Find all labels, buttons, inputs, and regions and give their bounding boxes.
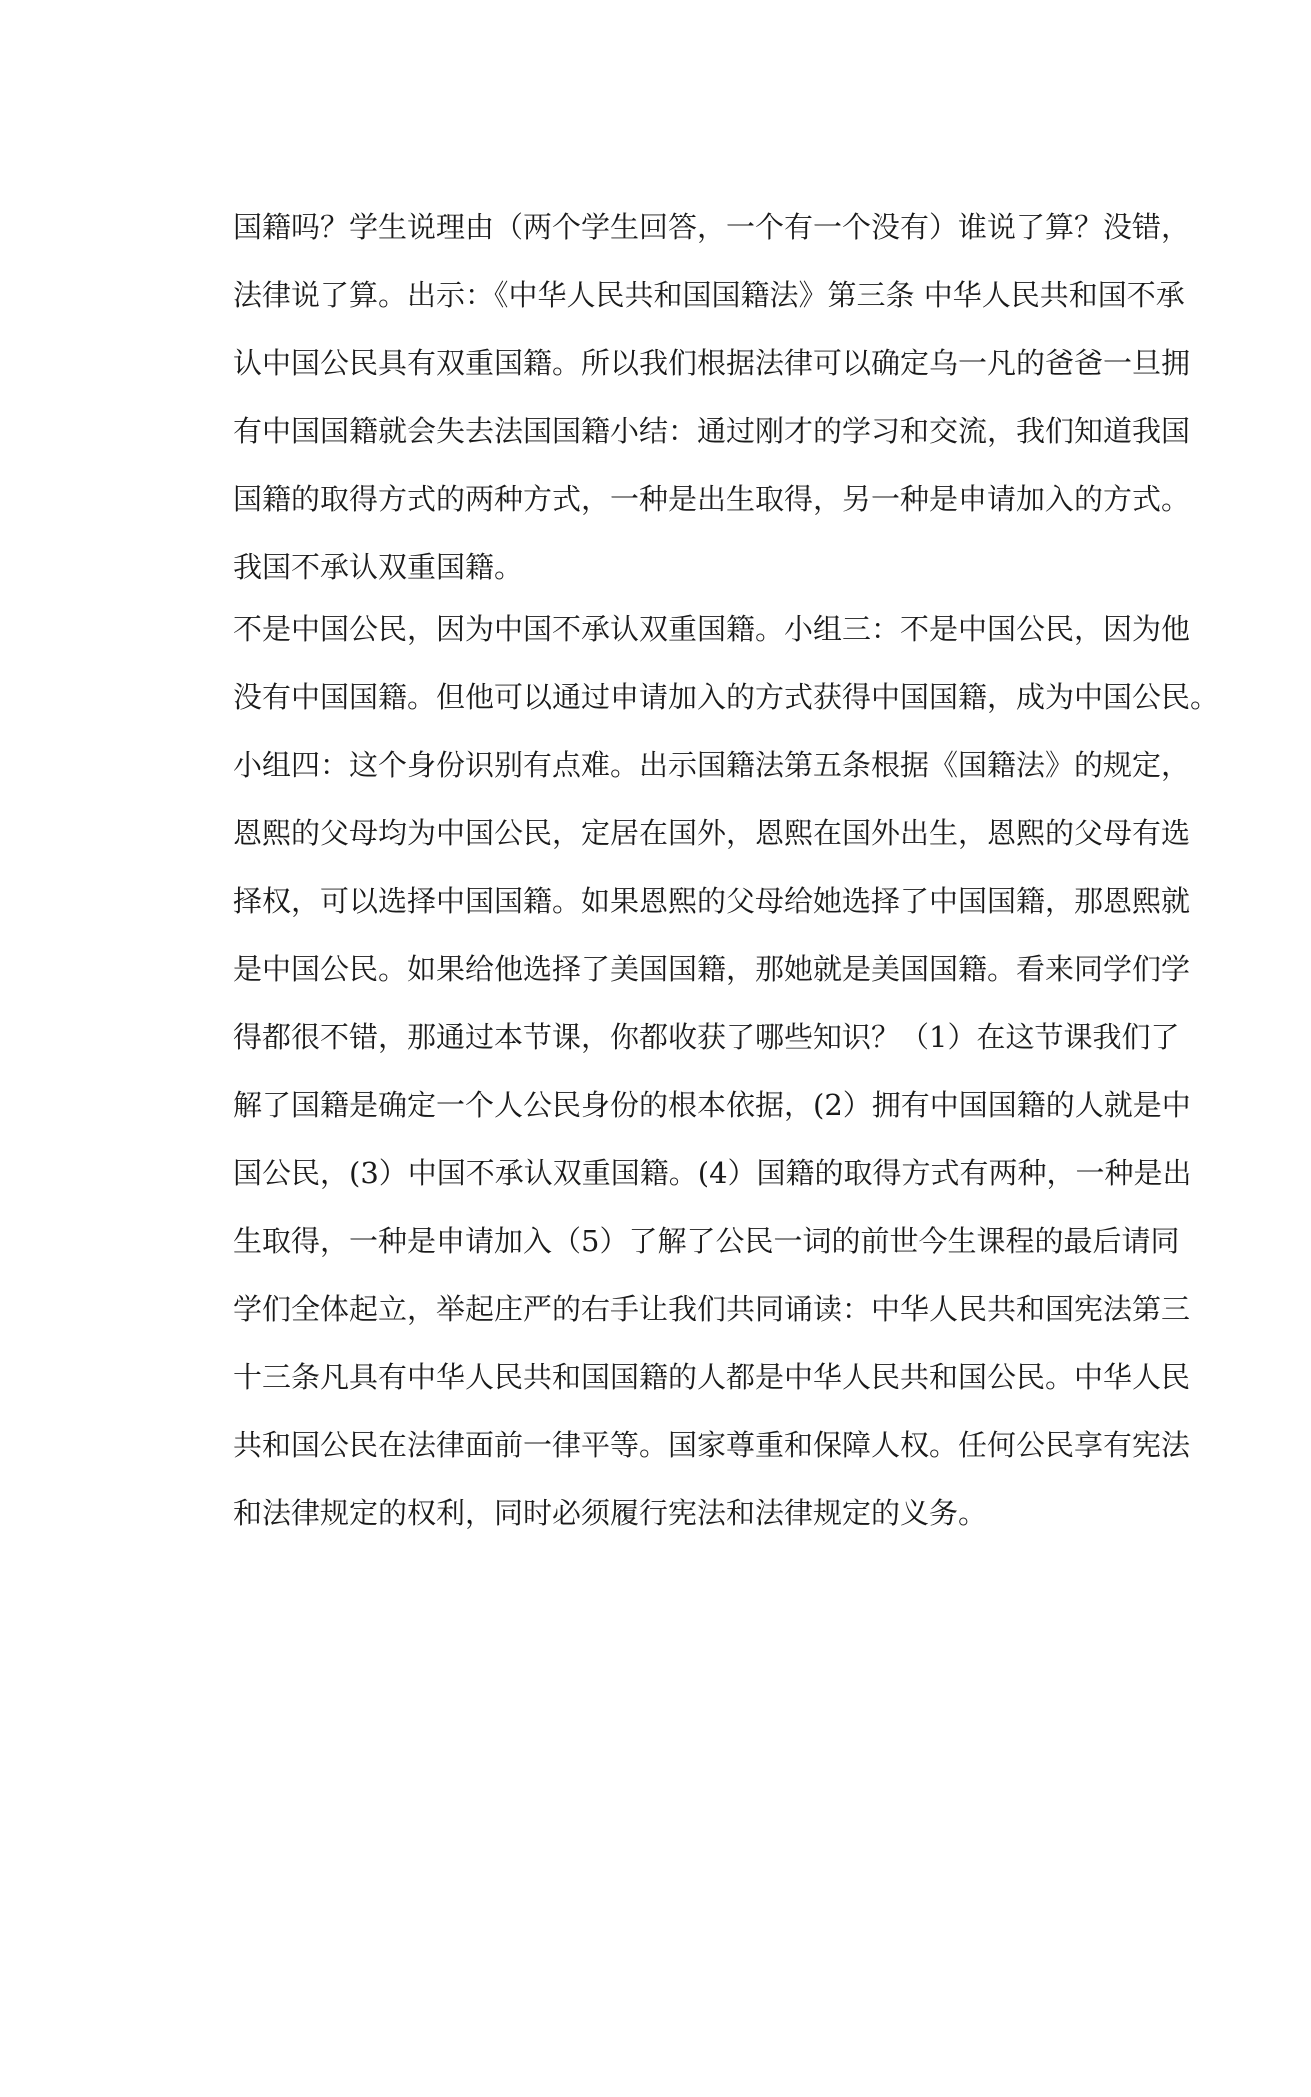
text-line: 和法律规定的权利，同时必须履行宪法和法律规定的义务。 xyxy=(233,1496,988,1530)
text-line: 我国不承认双重国籍。 xyxy=(233,550,524,584)
text-line: 解了国籍是确定一个人公民身份的根本依据，(2）拥有中国国籍的人就是中 xyxy=(233,1088,1191,1122)
text-line: 学们全体起立，举起庄严的右手让我们共同诵读：中华人民共和国宪法第三 xyxy=(233,1292,1191,1326)
text-line: 国公民，(3）中国不承认双重国籍。(4）国籍的取得方式有两种，一种是出 xyxy=(233,1156,1192,1190)
text-line: 得都很不错，那通过本节课，你都收获了哪些知识？（1）在这节课我们了 xyxy=(233,1020,1180,1054)
text-line: 小组四：这个身份识别有点难。出示国籍法第五条根据《国籍法》的规定， xyxy=(233,748,1191,782)
text-line: 国籍吗？学生说理由（两个学生回答，一个有一个没有）谁说了算？没错， xyxy=(233,210,1191,244)
text-line: 法律说了算。出示：《中华人民共和国国籍法》第三条 中华人民共和国不承 xyxy=(233,278,1185,312)
text-line: 认中国公民具有双重国籍。所以我们根据法律可以确定乌一凡的爸爸一旦拥 xyxy=(233,346,1191,380)
text-line: 择权，可以选择中国国籍。如果恩熙的父母给她选择了中国国籍，那恩熙就 xyxy=(233,884,1191,918)
text-line: 是中国公民。如果给他选择了美国国籍，那她就是美国国籍。看来同学们学 xyxy=(233,952,1191,986)
text-line: 国籍的取得方式的两种方式，一种是出生取得，另一种是申请加入的方式。 xyxy=(233,482,1191,516)
text-line: 十三条凡具有中华人民共和国国籍的人都是中华人民共和国公民。中华人民 xyxy=(233,1360,1191,1394)
text-line: 共和国公民在法律面前一律平等。国家尊重和保障人权。任何公民享有宪法 xyxy=(233,1428,1191,1462)
text-line: 不是中国公民，因为中国不承认双重国籍。小组三：不是中国公民，因为他 xyxy=(233,612,1191,646)
text-line: 恩熙的父母均为中国公民，定居在国外，恩熙在国外出生，恩熙的父母有选 xyxy=(233,816,1191,850)
text-line: 有中国国籍就会失去法国国籍小结：通过刚才的学习和交流，我们知道我国 xyxy=(233,414,1191,448)
text-line: 没有中国国籍。但他可以通过申请加入的方式获得中国国籍，成为中国公民。 xyxy=(233,680,1220,714)
text-line: 生取得，一种是申请加入（5）了解了公民一词的前世今生课程的最后请同 xyxy=(233,1224,1180,1258)
